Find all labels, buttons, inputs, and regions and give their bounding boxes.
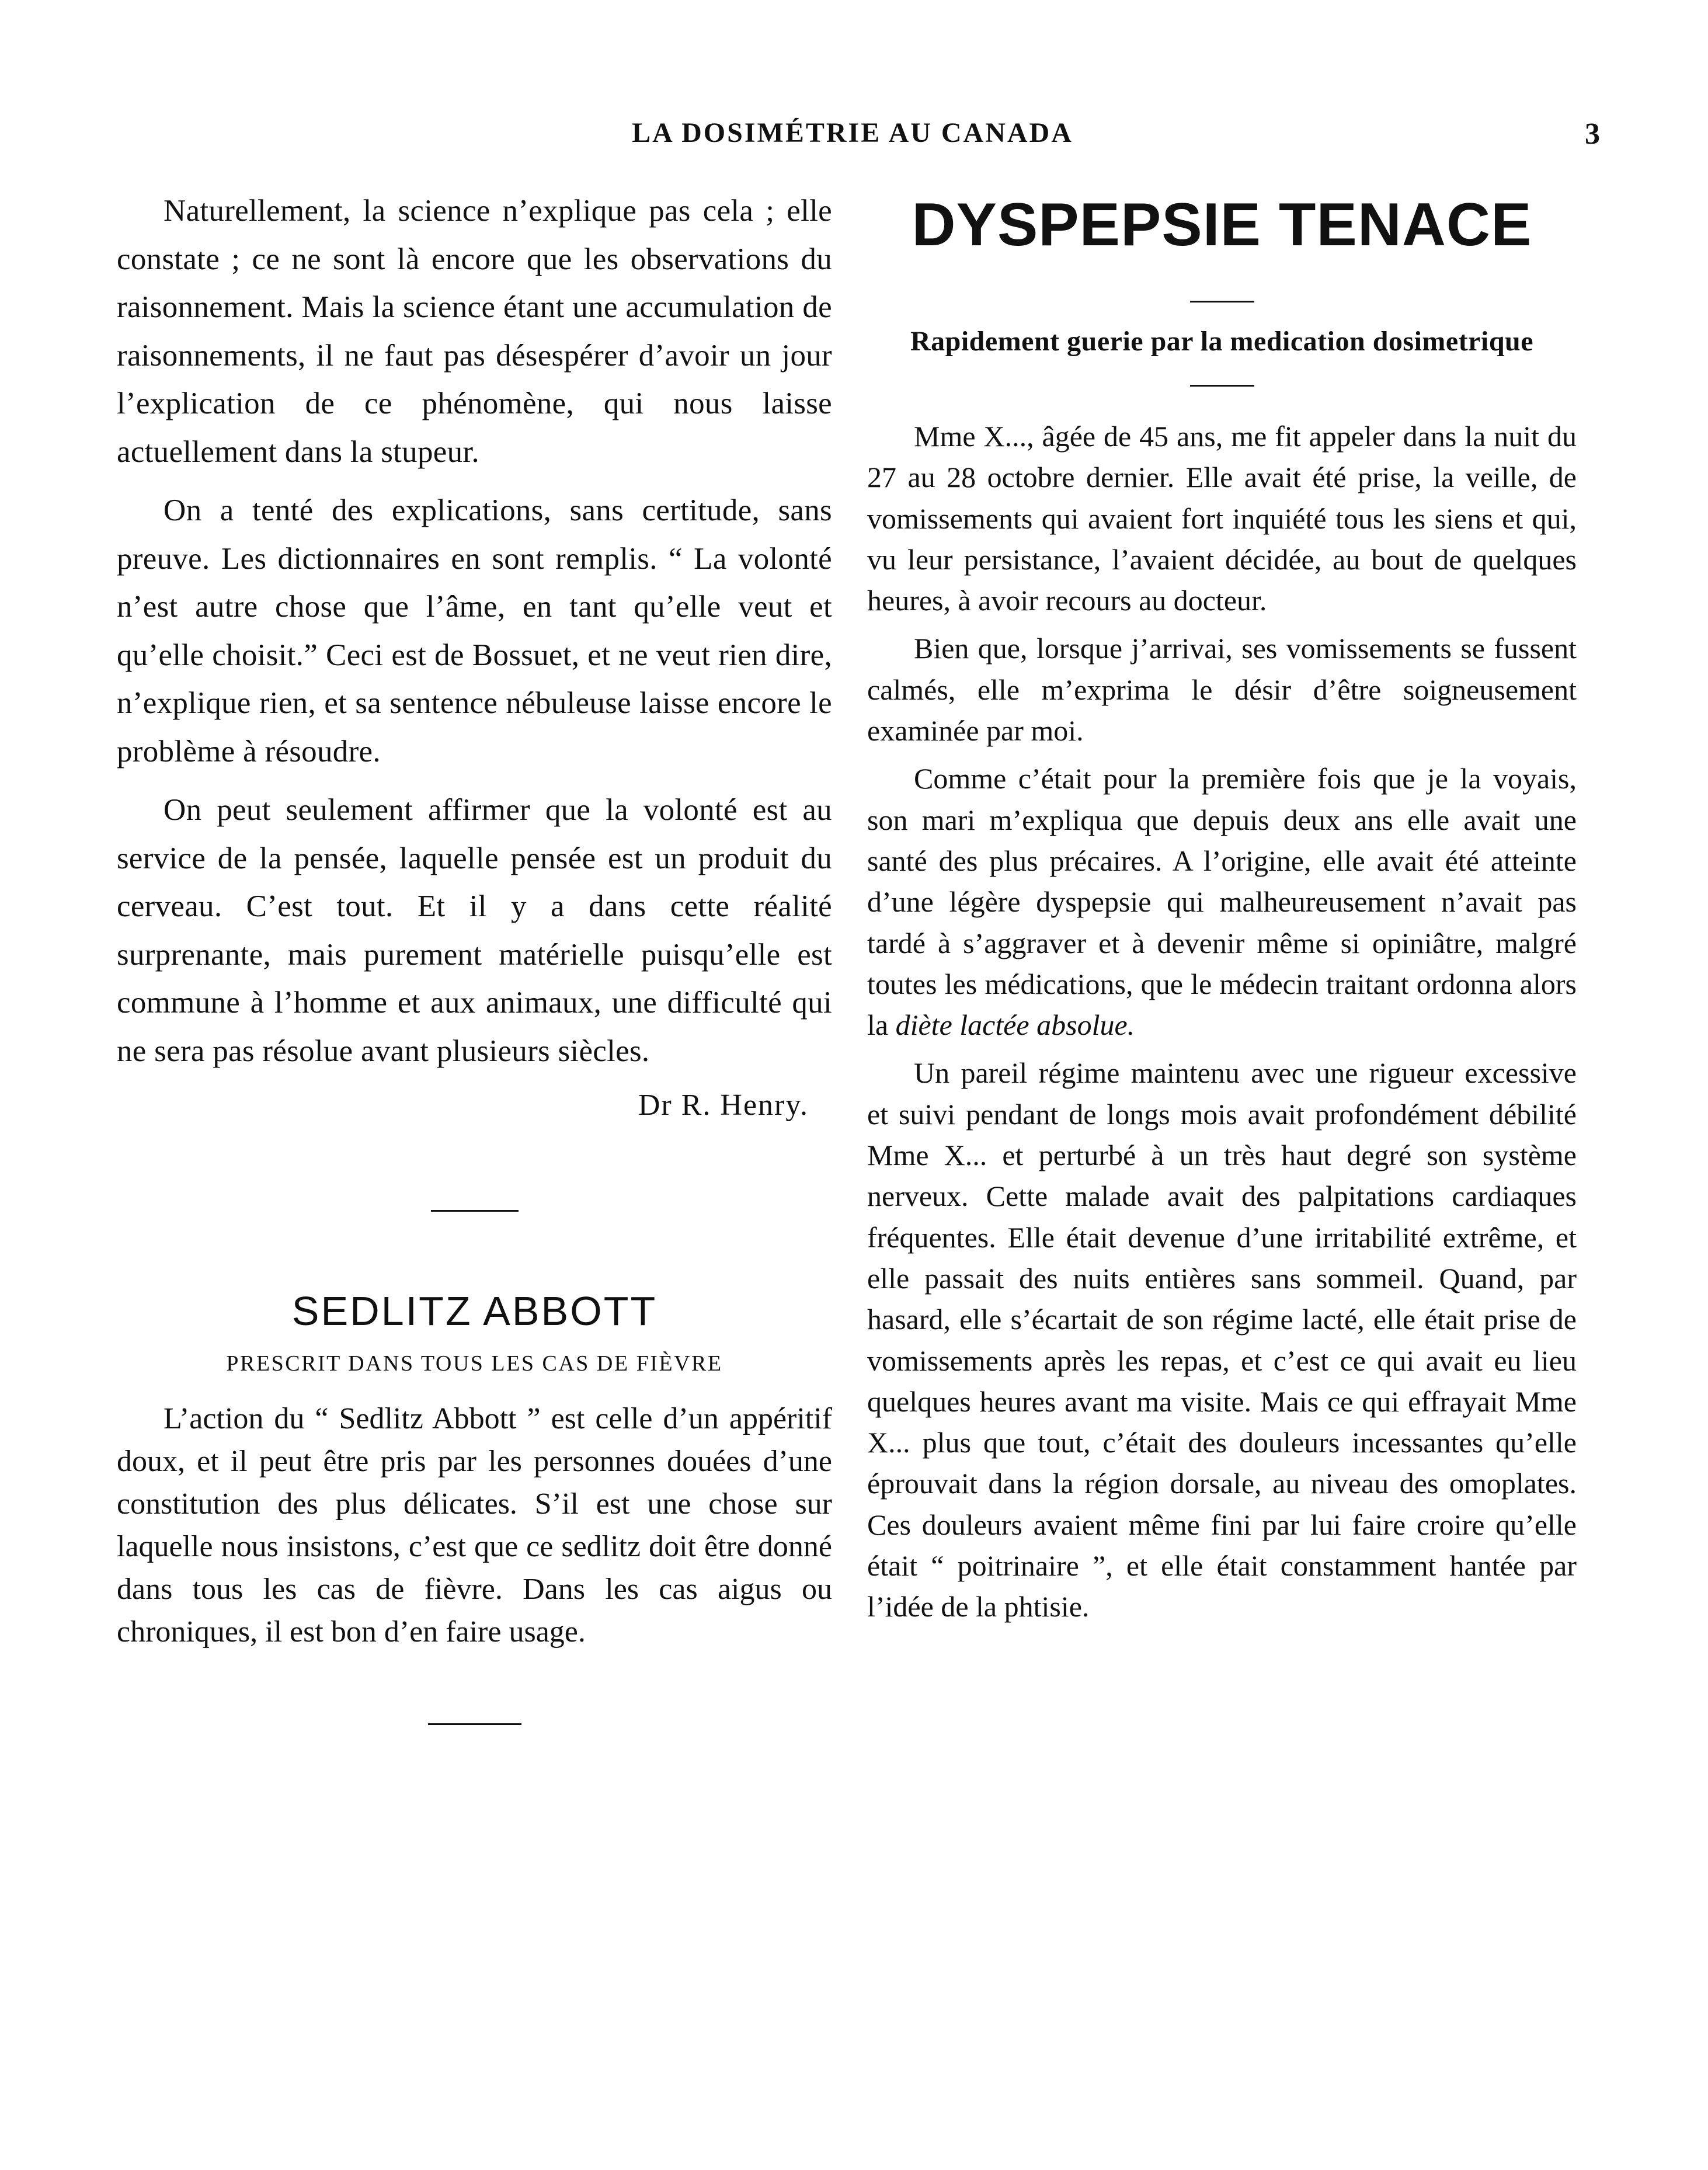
dyspepsie-paragraph-3 (867, 758, 1577, 1045)
dyspepsie-article-title: DYSPEPSIE TENACE (912, 191, 1532, 259)
article-paragraph-3: On peut seulement affirmer que la volonté est au service de la pensée, laquelle pensée est un produit du cerveau. C’est tout. Et il y a dans cette réalité surprenante, mais purement matérielle puisqu’elle est commune à l’homme et aux animaux, une difficulté qui ne sera pas résolue avant plusieurs siècles. (117, 793, 832, 1068)
dyspepsie-paragraph-4: Un pareil régime maintenu avec une rigueur excessive et suivi pendant de longs mois avait profondément débilité Mme X... et perturbé à un très haut degré son système nerveux. Cette malade avait des palpitations cardiaques fréquentes. Elle était devenue d’une irritabilité extrême, et elle passait des nuits entières sans sommeil. Quand, par hasard, elle s’écartait de son régime lacté, elle était prise de vomissements après les repas, et c’est ce qui avait eu lieu quelques heures avant ma visite. Mais ce qui effrayait Mme X... plus que tout, c’était des douleurs incessantes qu’elle éprouvait dans la région dorsale, au niveau des omoplates. Ces douleurs avaient même fini par lui faire croire qu’elle était “ poitrinaire ”, et elle était constamment hantée par l’idée de la phtisie. (867, 1056, 1577, 1623)
page-number: 3 (1585, 117, 1600, 151)
dyspepsie-paragraph-3-lead: Comme c’était pour la première fois que je la voyais, son mari m’expliqua que depuis deux ans elle avait une santé des plus précaires. A l’origine, elle avait été atteinte d’une légère dyspepsie qui malheureusement n’avait pas tardé à s’aggraver et à devenir même si opiniâtre, malgré toutes les médications, que le médecin traitant ordonna alors la (867, 762, 1577, 1042)
deck-divider (1190, 385, 1254, 387)
title-divider (1190, 301, 1254, 302)
sedlitz-article-paragraph: L’action du “ Sedlitz Abbott ” est celle d’un appéritif doux, et il peut être pris par les personnes douées d’une constitution des plus délicates. S’il est une chose sur laquelle nous insistons, c’est que ce sedlitz doit être donné dans tous les cas de fièvre. Dans les cas aigus ou chroniques, il est bon d’en faire usage. (117, 1402, 832, 1649)
section-divider (431, 1210, 519, 1212)
end-divider (428, 1723, 521, 1725)
sedlitz-article-subtitle: PRESCRIT DANS TOUS LES CAS DE FIÈVRE (226, 1351, 723, 1376)
left-column (117, 187, 832, 1725)
article-paragraph-2: On a tenté des explications, sans certitude, sans preuve. Les dictionnaires en sont remplis. “ La volonté n’est autre chose que l’âme, en tant qu’elle veut et qu’elle choisit.” Ceci est de Bossuet, et ne veut rien dire, n’explique rien, et sa sentence nébuleuse laisse encore le problème à résoudre. (117, 493, 832, 768)
right-column (867, 187, 1577, 1628)
dyspepsie-article-deck: Rapidement guerie par la medication dosimetrique (910, 326, 1534, 357)
running-title: LA DOSIMÉTRIE AU CANADA (632, 117, 1073, 148)
dyspepsie-paragraph-3-italic: diète lactée absolue. (895, 1009, 1135, 1042)
author-signature: Dr R. Henry. (638, 1089, 809, 1122)
article-paragraph-1: Naturellement, la science n’explique pas cela ; elle constate ; ce ne sont là encore que les observations du raisonnement. Mais la science étant une accumulation de raisonnements, il ne faut pas désespérer d’avoir un jour l’explication de ce phénomène, qui nous laisse actuellement dans la stupeur. (117, 194, 832, 469)
dyspepsie-paragraph-1: Mme X..., âgée de 45 ans, me fit appeler dans la nuit du 27 au 28 octobre dernier. Elle avait été prise, la veille, de vomissements qui avaient fort inquiété tous les siens et qui, vu leur persistance, l’avaient décidée, au bout de quelques heures, à avoir recours au docteur. (867, 420, 1577, 617)
sedlitz-article-title: SEDLITZ ABBOTT (291, 1288, 658, 1334)
dyspepsie-paragraph-2: Bien que, lorsque j’arrivai, ses vomissements se fussent calmés, elle m’exprima le désir d’être soigneusement examinée par moi. (867, 632, 1577, 747)
